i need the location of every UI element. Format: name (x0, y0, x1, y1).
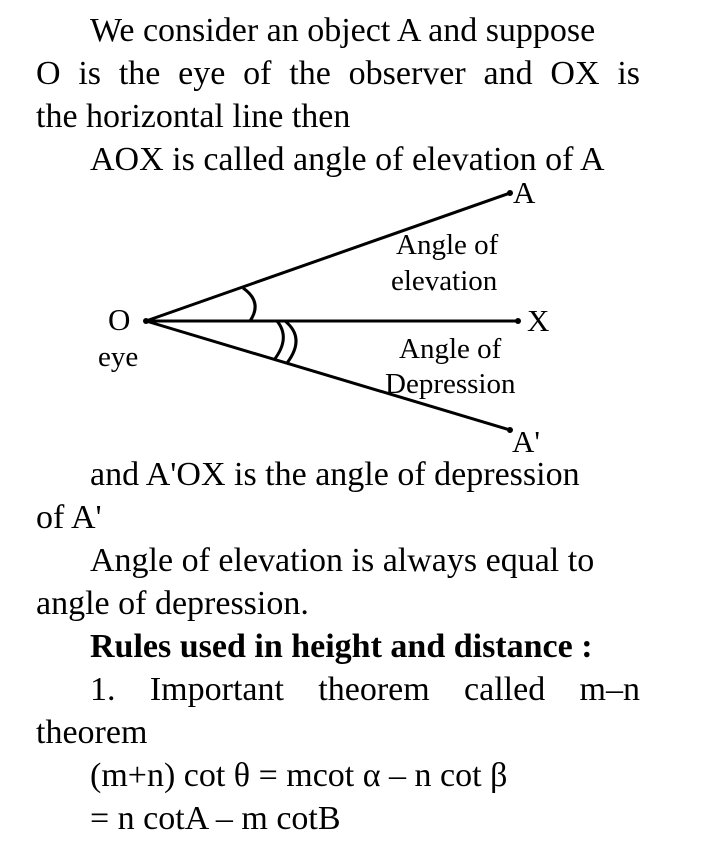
depression-label-line-1: Angle of (399, 333, 502, 365)
point-x-label: X (527, 303, 550, 338)
eye-label: eye (98, 341, 139, 373)
depression-label-line-2: Depression (385, 368, 516, 400)
intro-line-2: O is the eye of the observer and OX is (36, 55, 640, 92)
elevation-depression-diagram (0, 172, 718, 462)
intro-line-3: the horizontal line then (36, 98, 351, 135)
point-a-label: A (513, 175, 536, 210)
depression-line-1: and A'OX is the angle of depression (90, 456, 580, 493)
intro-line-1: We consider an object A and suppose (90, 12, 596, 49)
formula-line-2: = n cotA – m cotB (90, 800, 341, 837)
rule-1-line-1: 1. Important theorem called m–n (90, 671, 640, 708)
point-x-dot (515, 318, 521, 324)
elevation-label-line-1: Angle of (396, 229, 499, 261)
rule-1-line-2: theorem (36, 714, 148, 751)
depression-angle-arc-outer (285, 321, 296, 363)
elevation-angle-arc (243, 288, 255, 321)
elevation-definition: AOX is called angle of elevation of A (90, 141, 605, 178)
point-o-dot (143, 318, 149, 324)
depression-line-2: of A' (36, 499, 102, 536)
section-heading: Rules used in height and distance : (90, 628, 593, 665)
depression-angle-arc-inner (274, 321, 283, 360)
elevation-label-line-2: elevation (391, 265, 498, 297)
point-a-prime-label: A' (512, 424, 540, 459)
formula-line-1: (m+n) cot θ = mcot α – n cot β (90, 757, 508, 794)
equality-line-1: Angle of elevation is always equal to (90, 542, 595, 579)
point-o-label: O (108, 302, 131, 337)
equality-line-2: angle of depression. (36, 585, 309, 622)
